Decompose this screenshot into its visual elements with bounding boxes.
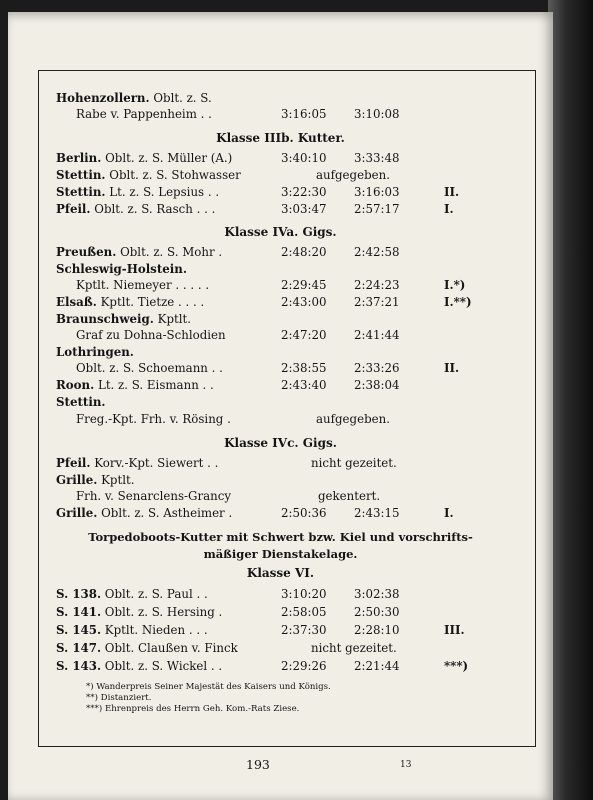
result-row [56,90,521,106]
time-sailed: 2:43:40 [281,378,327,392]
participant: Kptlt. [101,473,135,487]
result-row [56,658,521,674]
boat-number: S. 141. [56,605,102,619]
class-heading: Klasse IVa. Gigs. [224,225,337,239]
result-status: aufgegeben. [316,168,390,182]
result-row [56,344,521,360]
participant: Oblt. z. S. Müller (A.) [105,151,233,165]
participant: Lt. z. S. Eismann . . [97,378,214,392]
time-sailed: 2:50:36 [281,506,327,520]
time-sailed: 2:29:45 [281,278,327,292]
ship-name: Grille. [56,506,98,520]
result-status: nicht gezeitet. [311,456,397,470]
ship-name: Lothringen. [56,345,134,359]
boat-number: S. 147. [56,641,102,655]
section-heading: mäßiger Dienstakelage. [203,547,358,561]
result-row [56,488,521,504]
participant: Oblt. z. S. [153,91,212,105]
result-row [56,277,521,293]
time-corrected: 3:33:48 [354,151,400,165]
participant: Oblt. z. S. Astheimer . [101,506,233,520]
class-heading: Klasse VI. [246,566,315,580]
result-row [56,377,521,393]
ship-name: Elsaß. [56,295,97,309]
result-row [56,622,521,638]
ship-name: Stettin. [56,168,106,182]
participant: Oblt. z. S. Paul . . [104,587,208,601]
result-status: nicht gezeitet. [311,641,397,655]
participant: Kptlt. [157,312,192,326]
book-page [8,12,553,800]
result-row [56,604,521,620]
prize: II. [444,361,460,375]
result-status: gekentert. [318,489,381,503]
participant: Oblt. Claußen v. Finck [104,641,238,655]
participant: Kptlt. Nieden . . . [104,623,208,637]
ship-name: Berlin. [56,151,102,165]
section-heading: Torpedoboots-Kutter mit Schwert bzw. Kiel und vorschrifts- [88,530,473,544]
result-row [56,244,521,260]
boat-number: S. 143. [56,659,102,673]
result-row [56,184,521,200]
boat-number: S. 138. [56,587,102,601]
book-spine [548,0,593,800]
result-row [56,106,521,122]
boat-number: S. 145. [56,623,102,637]
participant: Oblt. z. S. Wickel . . [104,659,223,673]
prize: I.**) [444,295,472,309]
result-row [56,150,521,166]
time-corrected: 2:43:15 [354,506,400,520]
ship-name: Grille. [56,473,98,487]
ship-name: Pfeil. [56,202,91,216]
ship-name: Stettin. [56,395,106,409]
result-row [56,472,521,488]
prize: I.*) [444,278,466,292]
result-row [56,360,521,376]
time-corrected: 2:24:23 [354,278,400,292]
page-number: 193 [246,757,270,772]
time-sailed: 2:47:20 [281,328,327,342]
time-sailed: 2:43:00 [281,295,327,309]
result-row [56,455,521,471]
ship-name: Schleswig-Holstein. [56,262,187,276]
participant: Rabe v. Pappenheim . . [76,107,212,121]
participant: Oblt. z. S. Schoemann . . [76,361,223,375]
result-row [56,167,521,183]
class-heading: Klasse IIIb. Kutter. [216,131,345,145]
result-row [56,311,521,327]
result-row [56,327,521,343]
prize: ***) [444,659,469,673]
result-row [56,411,521,427]
ship-name: Pfeil. [56,456,91,470]
participant: Oblt. z. S. Rasch . . . [94,202,216,216]
time-corrected: 2:28:10 [354,623,400,637]
prize: I. [444,506,454,520]
result-row [56,201,521,217]
participant: Freg.-Kpt. Frh. v. Rösing . [76,412,231,426]
prize: III. [444,623,465,637]
result-row [56,294,521,310]
participant: Oblt. z. S. Stohwasser [109,168,241,182]
time-corrected: 2:41:44 [354,328,400,342]
time-sailed: 2:37:30 [281,623,327,637]
prize: I. [444,202,454,216]
result-row [56,640,521,656]
footnote: *) Wanderpreis Seiner Majestät des Kaisers und Königs. [86,682,331,692]
ship-name: Roon. [56,378,95,392]
time-corrected: 2:50:30 [354,605,400,619]
participant: Graf zu Dohna-Schlodien [76,328,226,342]
time-sailed: 2:48:20 [281,245,327,259]
class-heading: Klasse IVc. Gigs. [224,436,337,450]
participant: Kptlt. Niemeyer . . . . . [76,278,210,292]
prize: II. [444,185,460,199]
time-sailed: 3:16:05 [281,107,327,121]
time-corrected: 3:02:38 [354,587,400,601]
result-row [56,394,521,410]
participant: Oblt. z. S. Mohr . [120,245,223,259]
result-status: aufgegeben. [316,412,390,426]
footnote: **) Distanziert. [86,693,152,703]
time-corrected: 2:21:44 [354,659,400,673]
time-corrected: 3:16:03 [354,185,400,199]
time-corrected: 2:38:04 [354,378,400,392]
ship-name: Braunschweig. [56,312,154,326]
participant: Lt. z. S. Lepsius . . [109,185,220,199]
signature-mark: 13 [400,760,412,770]
time-sailed: 2:29:26 [281,659,327,673]
time-corrected: 2:37:21 [354,295,400,309]
time-sailed: 3:22:30 [281,185,327,199]
result-row [56,505,521,521]
time-sailed: 3:03:47 [281,202,327,216]
participant: Kptlt. Tietze . . . . [100,295,205,309]
footnote: ***) Ehrenpreis des Herrn Geh. Kom.-Rats Ziese. [86,704,300,714]
result-row [56,261,521,277]
ship-name: Preußen. [56,245,117,259]
time-corrected: 2:33:26 [354,361,400,375]
time-sailed: 2:58:05 [281,605,327,619]
time-corrected: 2:42:58 [354,245,400,259]
ship-name: Hohenzollern. [56,91,150,105]
ship-name: Stettin. [56,185,106,199]
time-sailed: 3:10:20 [281,587,327,601]
participant: Frh. v. Senarclens-Grancy [76,489,231,503]
time-sailed: 3:40:10 [281,151,327,165]
time-sailed: 2:38:55 [281,361,327,375]
time-corrected: 2:57:17 [354,202,400,216]
time-corrected: 3:10:08 [354,107,400,121]
participant: Oblt. z. S. Hersing . [104,605,223,619]
result-row [56,586,521,602]
participant: Korv.-Kpt. Siewert . . [94,456,219,470]
